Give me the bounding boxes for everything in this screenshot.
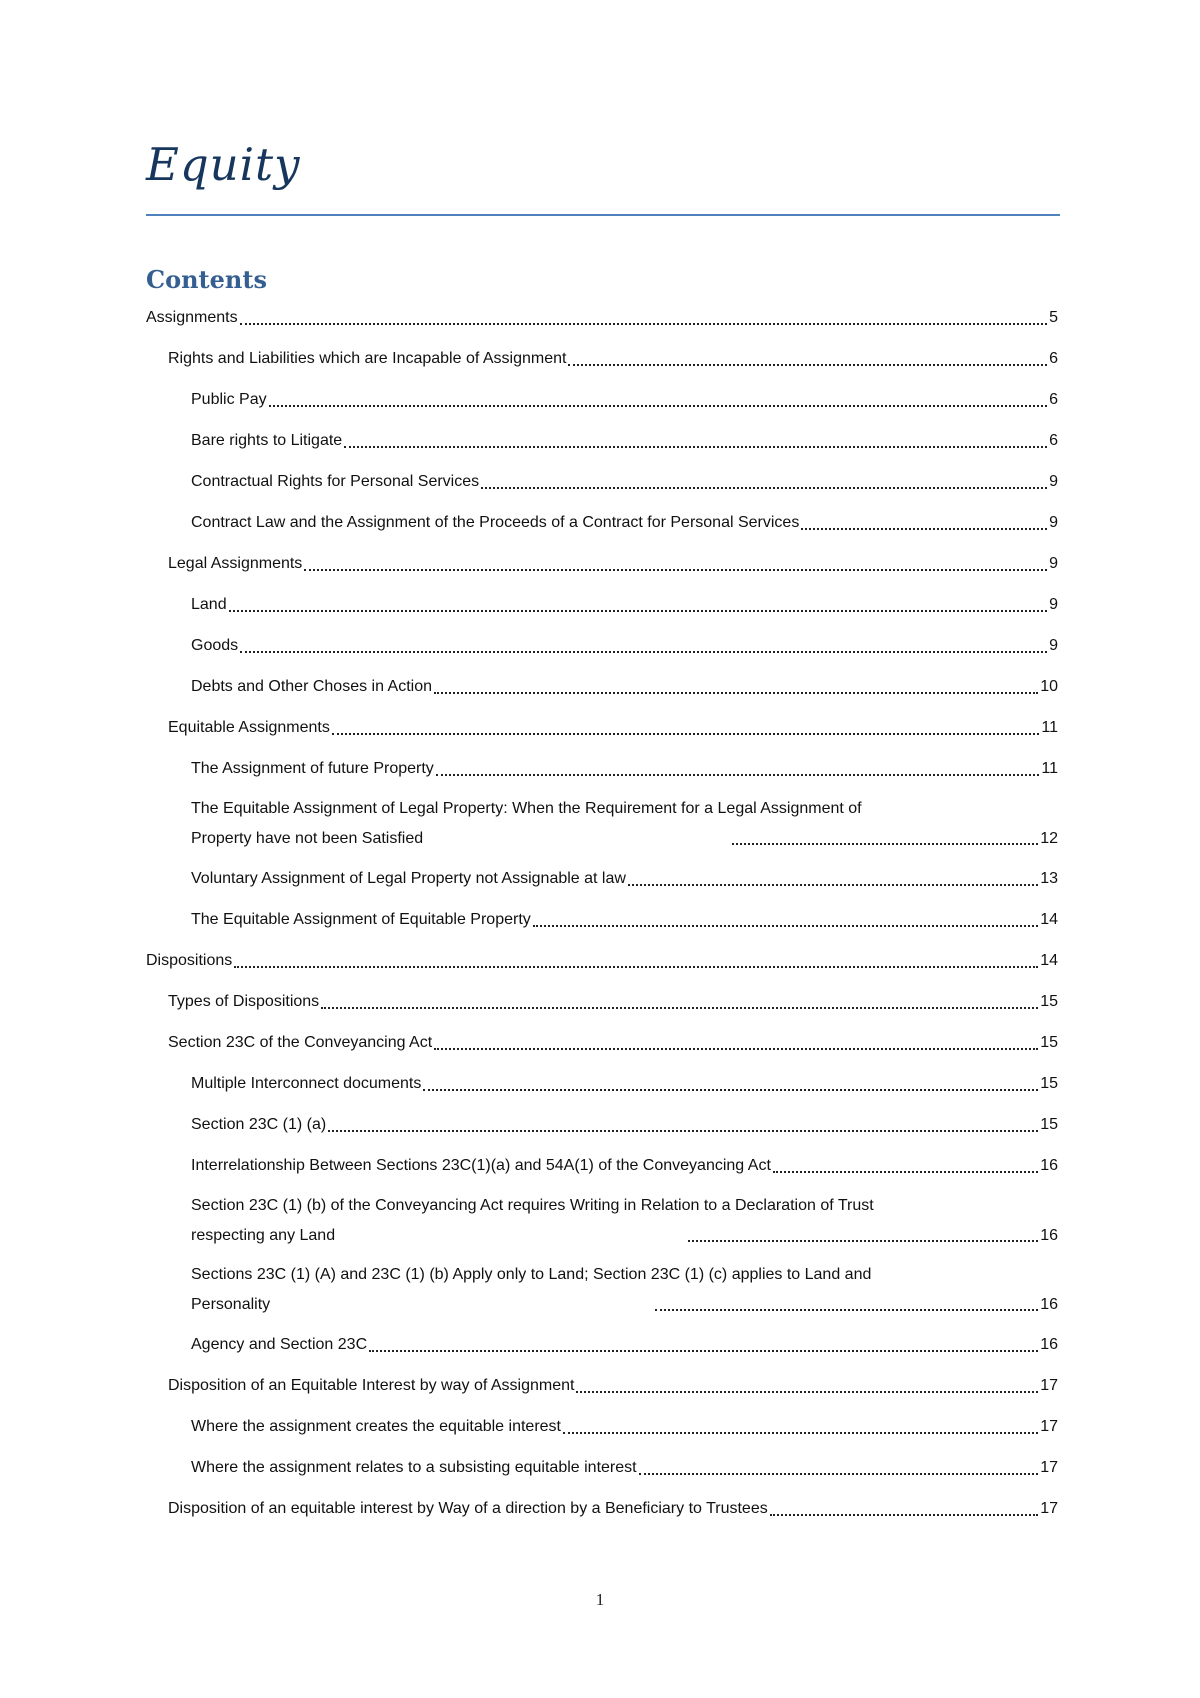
toc-entry[interactable]: [146, 986, 1058, 1018]
toc-dot-leader: [770, 1514, 1038, 1516]
toc-entry-title: Contractual Rights for Personal Services: [191, 473, 480, 490]
toc-dot-leader: [332, 733, 1040, 735]
toc-dot-leader: [732, 843, 1039, 845]
toc-entry-title-continued: Property have not been Satisfied: [191, 830, 424, 847]
toc-entry[interactable]: [146, 863, 1058, 895]
toc-entry[interactable]: [146, 1150, 1058, 1182]
toc-heading: Contents: [146, 265, 267, 294]
toc-entry[interactable]: [146, 753, 1058, 785]
toc-dot-leader: [628, 884, 1038, 886]
toc-entry-page: 15: [1040, 1116, 1058, 1133]
toc-dot-leader: [369, 1350, 1038, 1352]
toc-dot-leader: [234, 966, 1038, 968]
toc-dot-leader: [568, 364, 1047, 366]
toc-entry[interactable]: [146, 945, 1058, 977]
table-of-contents: [146, 302, 1058, 1534]
toc-entry[interactable]: [146, 671, 1058, 703]
toc-entry[interactable]: [146, 425, 1058, 457]
toc-dot-leader: [344, 446, 1047, 448]
toc-entry[interactable]: [146, 384, 1058, 416]
page-number: 1: [595, 1590, 605, 1609]
toc-entry-page: 9: [1049, 514, 1058, 531]
toc-entry[interactable]: [146, 630, 1058, 662]
toc-entry[interactable]: [146, 589, 1058, 621]
toc-entry-title: Goods: [191, 637, 239, 654]
toc-entry-title: Agency and Section 23C: [191, 1336, 368, 1353]
toc-entry-title: Multiple Interconnect documents: [191, 1075, 422, 1092]
toc-entry-title: Land: [191, 596, 227, 613]
toc-entry-title: Disposition of an Equitable Interest by way of Assignment: [168, 1377, 575, 1394]
toc-entry-page: 17: [1040, 1418, 1058, 1435]
toc-entry-page: 15: [1040, 1075, 1058, 1092]
toc-entry-page: 14: [1040, 952, 1058, 969]
toc-entry-title-continued: Personality: [191, 1296, 271, 1313]
toc-entry-page: 11: [1041, 760, 1058, 777]
toc-entry-title: The Assignment of future Property: [191, 760, 434, 777]
toc-entry-title: Where the assignment relates to a subsisting equitable interest: [191, 1459, 637, 1476]
toc-dot-leader: [304, 569, 1047, 571]
toc-entry-page: 16: [1040, 1296, 1059, 1313]
toc-entry-page: 11: [1041, 719, 1058, 736]
toc-entry-title: Bare rights to Litigate: [191, 432, 343, 449]
toc-entry-title: Equitable Assignments: [168, 719, 330, 736]
toc-entry[interactable]: [146, 1260, 1058, 1320]
toc-dot-leader: [240, 323, 1048, 325]
toc-entry-title-continued: respecting any Land: [191, 1227, 336, 1244]
toc-entry-page: 9: [1049, 637, 1058, 654]
toc-dot-leader: [321, 1007, 1038, 1009]
toc-entry[interactable]: [146, 1370, 1058, 1402]
toc-entry[interactable]: [146, 1027, 1058, 1059]
toc-entry-continuation: [191, 1221, 1058, 1251]
toc-dot-leader: [229, 610, 1048, 612]
title-divider: [146, 214, 1060, 216]
toc-dot-leader: [481, 487, 1047, 489]
toc-entry-title: Disposition of an equitable interest by Way of a direction by a Beneficiary to Trustees: [168, 1500, 768, 1517]
toc-entry-title: Legal Assignments: [168, 555, 303, 572]
toc-entry-title: Where the assignment creates the equitable interest: [191, 1418, 561, 1435]
toc-entry-page: 14: [1040, 911, 1058, 928]
toc-entry-page: 17: [1040, 1377, 1058, 1394]
toc-entry[interactable]: [146, 712, 1058, 744]
toc-entry-title: Section 23C (1) (b) of the Conveyancing Act requires Writing in Relation to a Declaration of Trust: [191, 1197, 874, 1214]
toc-entry-page: 6: [1049, 432, 1058, 449]
toc-entry[interactable]: [146, 1109, 1058, 1141]
toc-dot-leader: [533, 925, 1038, 927]
toc-entry-title: Dispositions: [146, 952, 233, 969]
toc-dot-leader: [269, 405, 1048, 407]
toc-entry-title: Section 23C (1) (a): [191, 1116, 327, 1133]
toc-entry[interactable]: [146, 1329, 1058, 1361]
toc-dot-leader: [655, 1309, 1038, 1311]
toc-entry[interactable]: [146, 794, 1058, 854]
toc-entry-title: Contract Law and the Assignment of the Proceeds of a Contract for Personal Services: [191, 514, 800, 531]
toc-entry-title: The Equitable Assignment of Legal Property: When the Requirement for a Legal Assignment of: [191, 800, 862, 817]
toc-entry-title: Assignments: [146, 309, 238, 326]
toc-entry-page: 16: [1040, 1227, 1058, 1244]
toc-entry-page: 16: [1040, 1336, 1058, 1353]
toc-dot-leader: [434, 1048, 1038, 1050]
toc-dot-leader: [436, 774, 1040, 776]
toc-dot-leader: [688, 1240, 1039, 1242]
toc-entry[interactable]: [146, 302, 1058, 334]
toc-entry-page: 9: [1049, 596, 1058, 613]
toc-entry[interactable]: [146, 904, 1058, 936]
toc-entry[interactable]: [146, 507, 1058, 539]
toc-entry-page: 6: [1049, 391, 1058, 408]
toc-entry-title: Rights and Liabilities which are Incapable of Assignment: [168, 350, 567, 367]
toc-entry[interactable]: [146, 1191, 1058, 1251]
toc-entry[interactable]: [146, 548, 1058, 580]
toc-entry-continuation: [191, 824, 1058, 854]
toc-entry-title: Voluntary Assignment of Legal Property not Assignable at law: [191, 870, 626, 887]
toc-entry-title: Sections 23C (1) (A) and 23C (1) (b) Apply only to Land; Section 23C (1) (c) applies to Land and: [191, 1266, 872, 1283]
toc-entry-title: The Equitable Assignment of Equitable Property: [191, 911, 531, 928]
toc-dot-leader: [240, 651, 1047, 653]
toc-entry-page: 15: [1040, 993, 1058, 1010]
toc-entry[interactable]: [146, 1452, 1058, 1484]
toc-entry-title: Types of Dispositions: [168, 993, 320, 1010]
toc-entry-page: 13: [1040, 870, 1058, 887]
toc-entry-page: 12: [1040, 830, 1059, 847]
toc-entry-title: Interrelationship Between Sections 23C(1)(a) and 54A(1) of the Conveyancing Act: [191, 1157, 771, 1174]
toc-dot-leader: [639, 1473, 1039, 1475]
document-title: Equity: [146, 138, 301, 191]
toc-entry-page: 9: [1049, 473, 1058, 490]
toc-entry[interactable]: [146, 1411, 1058, 1443]
toc-dot-leader: [434, 692, 1038, 694]
toc-entry-page: 6: [1049, 350, 1058, 367]
toc-dot-leader: [563, 1432, 1038, 1434]
toc-entry-continuation: [191, 1290, 1058, 1320]
toc-entry[interactable]: [146, 343, 1058, 375]
toc-entry-page: 17: [1040, 1500, 1058, 1517]
toc-entry-page: 10: [1040, 678, 1058, 695]
toc-entry-page: 5: [1049, 309, 1058, 326]
toc-entry-title: Debts and Other Choses in Action: [191, 678, 433, 695]
toc-entry[interactable]: [146, 466, 1058, 498]
toc-entry-page: 9: [1049, 555, 1058, 572]
toc-dot-leader: [423, 1089, 1038, 1091]
toc-entry-title: Public Pay: [191, 391, 267, 408]
toc-dot-leader: [328, 1130, 1038, 1132]
toc-dot-leader: [773, 1171, 1038, 1173]
toc-dot-leader: [801, 528, 1047, 530]
toc-entry[interactable]: [146, 1493, 1058, 1525]
toc-entry-page: 16: [1040, 1157, 1058, 1174]
toc-entry-title: Section 23C of the Conveyancing Act: [168, 1034, 433, 1051]
toc-entry-page: 15: [1040, 1034, 1058, 1051]
toc-entry[interactable]: [146, 1068, 1058, 1100]
toc-entry-page: 17: [1040, 1459, 1058, 1476]
toc-dot-leader: [576, 1391, 1038, 1393]
